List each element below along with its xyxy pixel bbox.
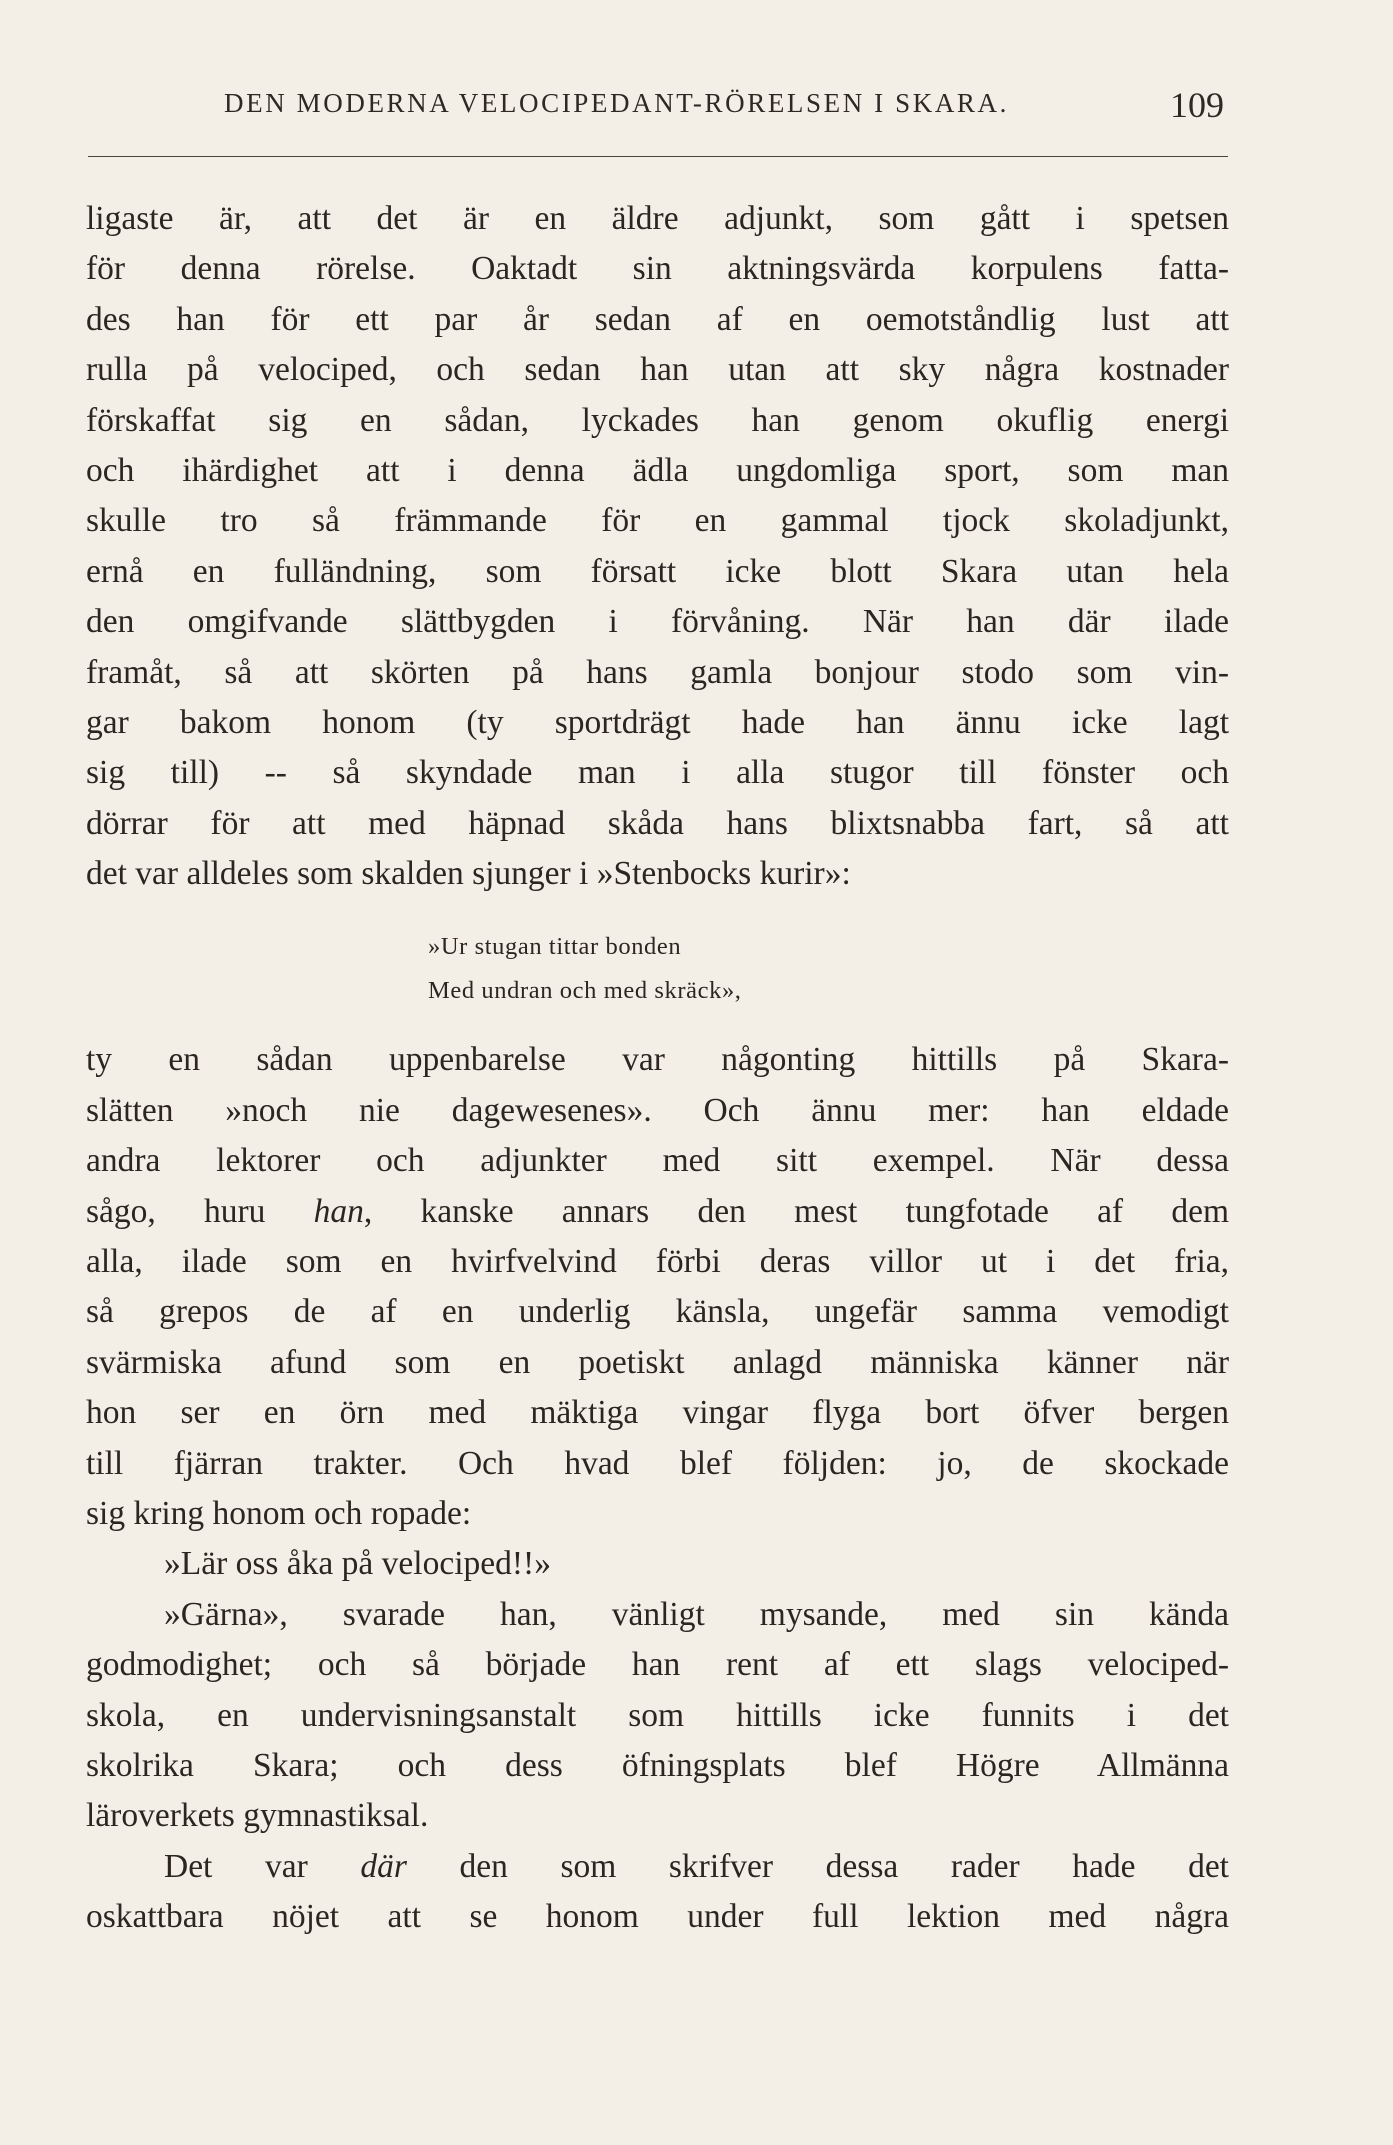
paragraph — [86, 1842, 1229, 1943]
text-line: sig till) -- så skyndade man i alla stugor till fönster och — [86, 754, 1229, 792]
text-line: ligaste är, att det är en äldre adjunkt, som gått i spetsen — [86, 200, 1229, 237]
text-line: slätten »noch nie dagewesenes». Och ännu mer: han eldade — [86, 1091, 1229, 1129]
verse-line: »Ur stugan tittar bonden — [428, 933, 682, 961]
text-line: andra lektorer och adjunkter med sitt exempel. När dessa — [86, 1142, 1229, 1180]
body-text — [86, 194, 1229, 1943]
running-title: DEN MODERNA VELOCIPEDANT-RÖRELSEN I SKARA. — [224, 88, 1009, 118]
text-line: för denna rörelse. Oaktadt sin aktningsvärda korpulens fatta- — [86, 250, 1229, 288]
text-line: framåt, så att skörten på hans gamla bonjour stodo som vin- — [86, 653, 1229, 691]
paragraph — [86, 194, 1229, 899]
text-line — [86, 1842, 1229, 1892]
line-text: sågo, huru — [86, 1192, 314, 1230]
text-line: des han för ett par år sedan af en oemotståndlig lust att — [86, 300, 1229, 338]
text-line: godmodighet; och så började han rent af ett slags velociped- — [86, 1646, 1229, 1684]
header-rule — [88, 156, 1228, 157]
italic-word: han — [313, 1192, 364, 1230]
text-line: förskaffat sig en sådan, lyckades han genom okuflig energi — [86, 401, 1229, 439]
text-line: ernå en fulländning, som försatt icke blott Skara utan hela — [86, 552, 1229, 590]
text-line: sig kring honom och ropade: — [86, 1494, 472, 1532]
line-text: Det var — [164, 1847, 361, 1885]
page-number: 109 — [1170, 85, 1224, 125]
text-line: det var alldeles som skalden sjunger i »Stenbocks kurir»: — [86, 855, 851, 893]
verse-line: Med undran och med skräck», — [428, 977, 742, 1005]
text-line: hon ser en örn med mäktiga vingar flyga bort öfver bergen — [86, 1394, 1229, 1432]
dialogue-line: »Lär oss åka på velociped!!» — [164, 1545, 551, 1583]
text-line: dörrar för att med häpnad skåda hans blixtsnabba fart, så att — [86, 804, 1229, 842]
page-header — [0, 85, 1393, 128]
text-line: läroverkets gymnastiksal. — [86, 1797, 429, 1835]
text-line: svärmiska afund som en poetiskt anlagd människa känner när — [86, 1343, 1229, 1381]
line-text: , kanske annars den mest tungfotade af dem — [363, 1192, 1229, 1230]
text-line: oskattbara nöjet att se honom under full lektion med några — [86, 1898, 1229, 1936]
text-line: skulle tro så främmande för en gammal tjock skoladjunkt, — [86, 502, 1229, 540]
paragraph — [86, 1035, 1229, 1539]
text-line: så grepos de af en underlig känsla, ungefär samma vemodigt — [86, 1293, 1229, 1331]
text-line: ty en sådan uppenbarelse var någonting hittills på Skara- — [86, 1041, 1229, 1079]
text-line: »Gärna», svarade han, vänligt mysande, med sin kända — [164, 1595, 1229, 1633]
text-line: till fjärran trakter. Och hvad blef följden: jo, de skockade — [86, 1444, 1229, 1482]
text-line: skola, en undervisningsanstalt som hittills icke funnits i det — [86, 1696, 1229, 1734]
line-text: den som skrifver dessa rader hade det — [406, 1847, 1229, 1885]
verse-quote — [86, 925, 1229, 1013]
text-line: rulla på velociped, och sedan han utan att sky några kostnader — [86, 351, 1229, 389]
italic-word: där — [360, 1847, 407, 1885]
paragraph — [86, 1590, 1229, 1842]
text-line: skolrika Skara; och dess öfningsplats blef Högre Allmänna — [86, 1746, 1229, 1784]
text-line: gar bakom honom (ty sportdrägt hade han ännu icke lagt — [86, 703, 1229, 741]
text-line: alla, ilade som en hvirfvelvind förbi deras villor ut i det fria, — [86, 1243, 1229, 1281]
text-line: och ihärdighet att i denna ädla ungdomliga sport, som man — [86, 451, 1229, 489]
text-line: den omgifvande slättbygden i förvåning. När han där ilade — [86, 603, 1229, 641]
text-line — [86, 1187, 1229, 1237]
